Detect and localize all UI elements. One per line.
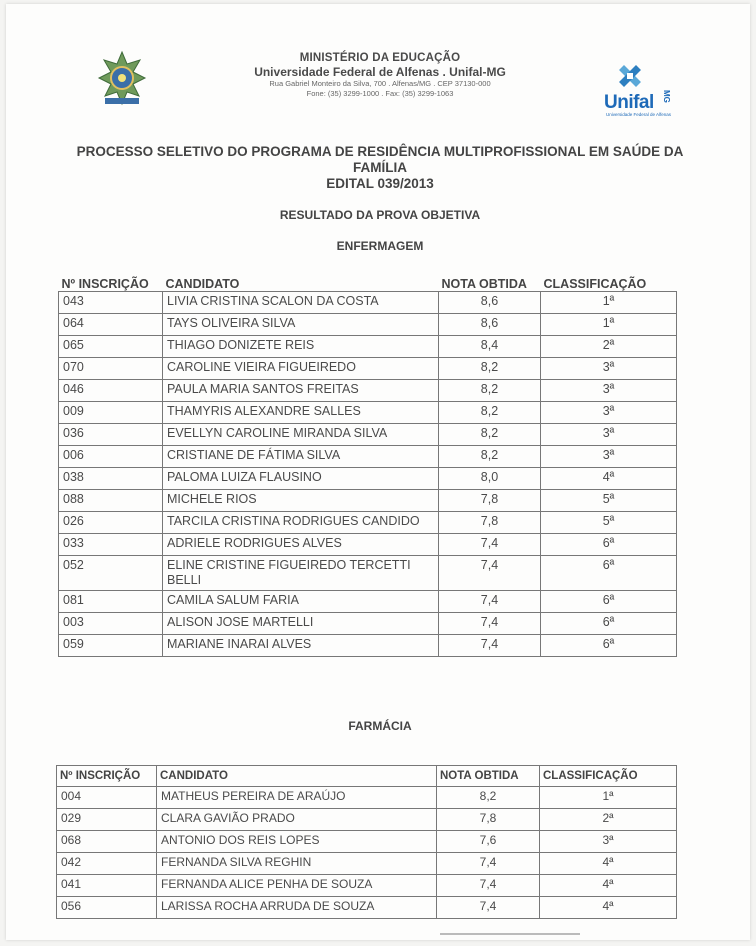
table-row — [59, 336, 677, 358]
title-line-1: PROCESSO SELETIVO DO PROGRAMA DE RESIDÊNCIA MULTIPROFISSIONAL EM SAÚDE DA — [76, 144, 684, 159]
cell-nota: 7,4 — [439, 556, 541, 591]
cell-nota: 7,8 — [439, 490, 541, 512]
cell-nota: 8,4 — [439, 336, 541, 358]
logo-subtitle: Universidade Federal de Alfenas — [606, 112, 672, 117]
table-row — [59, 534, 677, 556]
cell-candidato: THAMYRIS ALEXANDRE SALLES — [163, 402, 439, 424]
column-header-candidato: CANDIDATO — [157, 766, 437, 787]
title-line-3: EDITAL 039/2013 — [326, 176, 434, 191]
table-row — [59, 490, 677, 512]
table-row — [59, 635, 677, 657]
university-name: Universidade Federal de Alfenas . Unifal-MG — [254, 65, 506, 79]
table-row — [57, 831, 677, 853]
cell-inscricao: 065 — [59, 336, 163, 358]
logo-wordmark: Unifal — [604, 92, 654, 113]
cell-classificacao: 2ª — [541, 336, 677, 358]
column-header-classificacao: CLASSIFICAÇÃO — [540, 766, 677, 787]
scan-artifact-line — [440, 933, 580, 935]
cell-nota: 8,2 — [439, 380, 541, 402]
cell-classificacao: 5ª — [541, 490, 677, 512]
table-row — [59, 314, 677, 336]
cell-candidato: EVELLYN CAROLINE MIRANDA SILVA — [163, 424, 439, 446]
cell-candidato: TAYS OLIVEIRA SILVA — [163, 314, 439, 336]
cell-candidato: PAULA MARIA SANTOS FREITAS — [163, 380, 439, 402]
cell-nota: 8,2 — [439, 358, 541, 380]
table-row — [59, 402, 677, 424]
column-header-candidato: CANDIDATO — [165, 277, 240, 291]
cell-classificacao: 3ª — [541, 358, 677, 380]
cell-classificacao: 4ª — [541, 468, 677, 490]
cell-inscricao: 033 — [59, 534, 163, 556]
cell-inscricao: 038 — [59, 468, 163, 490]
section-heading-enfermagem: ENFERMAGEM — [336, 239, 424, 253]
cell-nota: 7,4 — [439, 613, 541, 635]
table-row — [59, 556, 677, 591]
cell-candidato: MICHELE RIOS — [163, 490, 439, 512]
table-row — [59, 446, 677, 468]
cell-classificacao: 4ª — [540, 853, 677, 875]
cell-classificacao: 3ª — [541, 402, 677, 424]
cell-nota: 8,2 — [439, 424, 541, 446]
cell-candidato: LARISSA ROCHA ARRUDA DE SOUZA — [157, 897, 437, 919]
cell-nota: 8,6 — [439, 314, 541, 336]
cell-nota: 7,4 — [437, 875, 540, 897]
table-row — [59, 380, 677, 402]
cell-inscricao: 004 — [57, 787, 157, 809]
cell-candidato: ANTONIO DOS REIS LOPES — [157, 831, 437, 853]
table-row — [59, 468, 677, 490]
table-row — [59, 591, 677, 613]
table-row — [59, 292, 677, 314]
cell-nota: 8,6 — [439, 292, 541, 314]
cell-classificacao: 3ª — [541, 380, 677, 402]
cell-classificacao: 1ª — [541, 314, 677, 336]
cell-inscricao: 059 — [59, 635, 163, 657]
enfermagem-table-body — [59, 292, 677, 657]
cell-candidato: ELINE CRISTINE FIGUEIREDO TERCETTI BELLI — [163, 556, 439, 591]
cell-classificacao: 6ª — [541, 556, 677, 591]
cell-nota: 7,8 — [439, 512, 541, 534]
ministry-name: MINISTÉRIO DA EDUCAÇÃO — [299, 52, 461, 64]
cell-candidato: MARIANE INARAI ALVES — [163, 635, 439, 657]
cell-inscricao: 068 — [57, 831, 157, 853]
table-header-row — [59, 271, 677, 292]
cell-nota: 7,6 — [437, 831, 540, 853]
cell-nota: 8,0 — [439, 468, 541, 490]
cell-classificacao: 2ª — [540, 809, 677, 831]
cell-inscricao: 056 — [57, 897, 157, 919]
phone-line: Fone: (35) 3299-1000 . Fax: (35) 3299-1063 — [306, 89, 454, 98]
cell-candidato: ADRIELE RODRIGUES ALVES — [163, 534, 439, 556]
table-row — [59, 358, 677, 380]
cell-inscricao: 088 — [59, 490, 163, 512]
farmacia-table-body — [57, 787, 677, 919]
cell-classificacao: 4ª — [540, 897, 677, 919]
document-title — [60, 144, 700, 192]
column-header-nota: NOTA OBTIDA — [437, 766, 540, 787]
section-heading-farmacia: FARMÁCIA — [348, 719, 412, 733]
cell-classificacao: 3ª — [540, 831, 677, 853]
cell-nota: 7,4 — [439, 534, 541, 556]
logo-state-tag: MG — [662, 90, 671, 103]
unifal-logo — [602, 60, 674, 122]
cell-inscricao: 003 — [59, 613, 163, 635]
column-header-classificacao: CLASSIFICAÇÃO — [543, 277, 647, 291]
cell-classificacao: 1ª — [540, 787, 677, 809]
cell-classificacao: 3ª — [541, 424, 677, 446]
table-row — [57, 897, 677, 919]
cell-inscricao: 036 — [59, 424, 163, 446]
coat-of-arms-emblem — [97, 50, 147, 108]
cell-inscricao: 009 — [59, 402, 163, 424]
cell-candidato: CLARA GAVIÃO PRADO — [157, 809, 437, 831]
table-row — [57, 875, 677, 897]
cell-candidato: MATHEUS PEREIRA DE ARAÚJO — [157, 787, 437, 809]
address-line: Rua Gabriel Monteiro da Silva, 700 . Alfenas/MG . CEP 37130-000 — [269, 79, 491, 88]
cell-candidato: ALISON JOSE MARTELLI — [163, 613, 439, 635]
cell-nota: 7,4 — [437, 853, 540, 875]
table-row — [59, 613, 677, 635]
cell-candidato: TARCILA CRISTINA RODRIGUES CANDIDO — [163, 512, 439, 534]
table-row — [57, 787, 677, 809]
cell-classificacao: 5ª — [541, 512, 677, 534]
cell-inscricao: 043 — [59, 292, 163, 314]
cell-inscricao: 081 — [59, 591, 163, 613]
column-header-inscricao: Nº INSCRIÇÃO — [61, 277, 149, 291]
table-header-row — [57, 766, 677, 787]
table-row — [59, 424, 677, 446]
cell-nota: 7,4 — [439, 591, 541, 613]
cell-candidato: CAROLINE VIEIRA FIGUEIREDO — [163, 358, 439, 380]
farmacia-results-table — [56, 765, 677, 919]
letterhead — [180, 52, 580, 99]
cell-candidato: FERNANDA SILVA REGHIN — [157, 853, 437, 875]
cell-inscricao: 052 — [59, 556, 163, 591]
cell-classificacao: 6ª — [541, 591, 677, 613]
cell-nota: 8,2 — [439, 446, 541, 468]
cell-inscricao: 029 — [57, 809, 157, 831]
cell-candidato: THIAGO DONIZETE REIS — [163, 336, 439, 358]
cell-candidato: PALOMA LUIZA FLAUSINO — [163, 468, 439, 490]
title-line-2: FAMÍLIA — [353, 160, 407, 175]
cell-classificacao: 4ª — [540, 875, 677, 897]
cell-nota: 7,4 — [437, 897, 540, 919]
cell-nota: 7,8 — [437, 809, 540, 831]
table-row — [59, 512, 677, 534]
cell-inscricao: 046 — [59, 380, 163, 402]
cell-classificacao: 6ª — [541, 613, 677, 635]
column-header-inscricao: Nº INSCRIÇÃO — [57, 766, 157, 787]
cell-inscricao: 070 — [59, 358, 163, 380]
cell-classificacao: 6ª — [541, 635, 677, 657]
enfermagem-results-table — [58, 271, 677, 657]
cell-classificacao: 6ª — [541, 534, 677, 556]
cell-nota: 8,2 — [439, 402, 541, 424]
result-subtitle: RESULTADO DA PROVA OBJETIVA — [279, 208, 481, 222]
cell-inscricao: 026 — [59, 512, 163, 534]
cell-nota: 7,4 — [439, 635, 541, 657]
table-row — [57, 853, 677, 875]
cell-candidato: LIVIA CRISTINA SCALON DA COSTA — [163, 292, 439, 314]
cell-inscricao: 041 — [57, 875, 157, 897]
cell-inscricao: 006 — [59, 446, 163, 468]
table-row — [57, 809, 677, 831]
cell-candidato: FERNANDA ALICE PENHA DE SOUZA — [157, 875, 437, 897]
cell-candidato: CRISTIANE DE FÁTIMA SILVA — [163, 446, 439, 468]
column-header-nota: NOTA OBTIDA — [441, 277, 527, 291]
cell-inscricao: 064 — [59, 314, 163, 336]
cell-classificacao: 3ª — [541, 446, 677, 468]
cell-classificacao: 1ª — [541, 292, 677, 314]
cell-inscricao: 042 — [57, 853, 157, 875]
cell-nota: 8,2 — [437, 787, 540, 809]
cell-candidato: CAMILA SALUM FARIA — [163, 591, 439, 613]
